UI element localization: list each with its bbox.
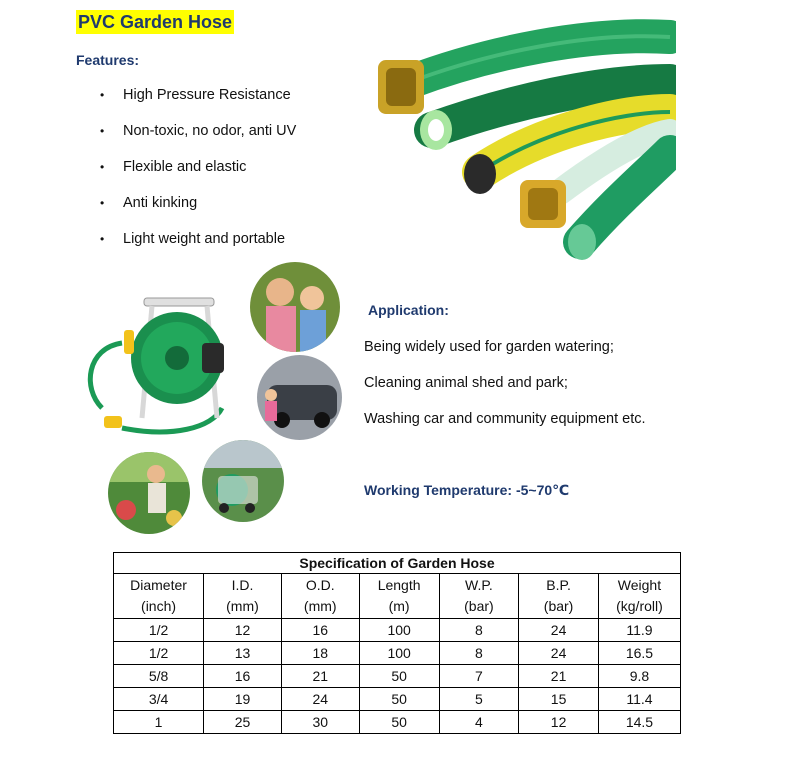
table-cell: 100 [359,619,439,642]
specification-table [113,552,681,734]
bullet-icon: • [100,196,105,210]
bullet-icon: • [100,160,105,174]
column-header [439,574,519,619]
table-cell: 24 [519,642,599,665]
column-header-line: W.P. [465,577,493,593]
column-header-line: (m) [388,598,410,614]
table-cell: 13 [204,642,282,665]
column-header-line: I.D. [231,577,254,593]
table-row [114,688,681,711]
table-cell: 3/4 [114,688,204,711]
bullet-icon: • [100,232,105,246]
table-cell: 11.4 [598,688,680,711]
application-item: Washing car and community equipment etc. [364,411,646,427]
table-cell: 30 [281,711,359,734]
table-cell: 16 [281,619,359,642]
table-header-row [114,574,681,619]
table-row [114,619,681,642]
table-cell: 12 [204,619,282,642]
column-header [281,574,359,619]
table-cell: 21 [519,665,599,688]
feature-item: • High Pressure Resistance [100,87,291,103]
feature-item: • Light weight and portable [100,231,286,247]
table-cell: 19 [204,688,282,711]
column-header-line: (bar) [543,598,574,614]
column-header-line: B.P. [546,577,571,593]
column-header [519,574,599,619]
children-watering-photo [250,262,340,352]
table-row [114,665,681,688]
column-header [114,574,204,619]
feature-item: • Flexible and elastic [100,159,247,175]
hose-reel-image [82,288,252,448]
table-cell: 9.8 [598,665,680,688]
table-caption-row [114,553,681,574]
features-list [100,86,296,266]
table-cell: 21 [281,665,359,688]
table-cell: 100 [359,642,439,665]
column-header-line: Length [377,577,421,593]
application-item: Cleaning animal shed and park; [364,375,568,391]
table-caption: Specification of Garden Hose [114,553,681,574]
column-header-line: (mm) [226,598,259,614]
column-header [598,574,680,619]
application-heading: Application: [368,302,449,318]
table-cell: 11.9 [598,619,680,642]
table-cell: 50 [359,665,439,688]
bullet-icon: • [100,124,105,138]
table-cell: 15 [519,688,599,711]
table-cell: 5/8 [114,665,204,688]
table-cell: 24 [281,688,359,711]
table-cell: 1 [114,711,204,734]
column-header-line: (kg/roll) [616,598,663,614]
table-cell: 8 [439,642,519,665]
garden-hose-samples-image [370,12,676,270]
hose-cart-lawn-photo [202,440,284,522]
application-list [364,338,646,446]
column-header-line: Weight [617,577,662,593]
column-header [204,574,282,619]
column-header-line: O.D. [305,577,335,593]
table-cell: 25 [204,711,282,734]
table-cell: 16 [204,665,282,688]
column-header-line: (bar) [464,598,494,614]
table-cell: 1/2 [114,619,204,642]
features-heading: Features: [76,52,140,68]
table-cell: 4 [439,711,519,734]
table-cell: 12 [519,711,599,734]
table-row [114,642,681,665]
table-cell: 7 [439,665,519,688]
table-cell: 18 [281,642,359,665]
column-header [359,574,439,619]
page-title: PVC Garden Hose [78,12,233,32]
woman-watering-garden-photo [108,452,190,534]
table-cell: 16.5 [598,642,680,665]
column-header-line: (mm) [303,598,337,614]
table-cell: 1/2 [114,642,204,665]
application-item: Being widely used for garden watering; [364,339,614,355]
bullet-icon: • [100,88,105,102]
feature-item: • Anti kinking [100,195,198,211]
table-cell: 8 [439,619,519,642]
column-header-line: (inch) [141,598,177,614]
column-header-line: Diameter [130,577,187,593]
table-row [114,711,681,734]
car-washing-photo [257,355,342,440]
table-cell: 14.5 [598,711,680,734]
feature-item: • Non-toxic, no odor, anti UV [100,123,297,139]
working-temperature: Working Temperature: -5~70℃ [364,482,570,498]
table-cell: 5 [439,688,519,711]
table-cell: 24 [519,619,599,642]
table-cell: 50 [359,711,439,734]
table-cell: 50 [359,688,439,711]
